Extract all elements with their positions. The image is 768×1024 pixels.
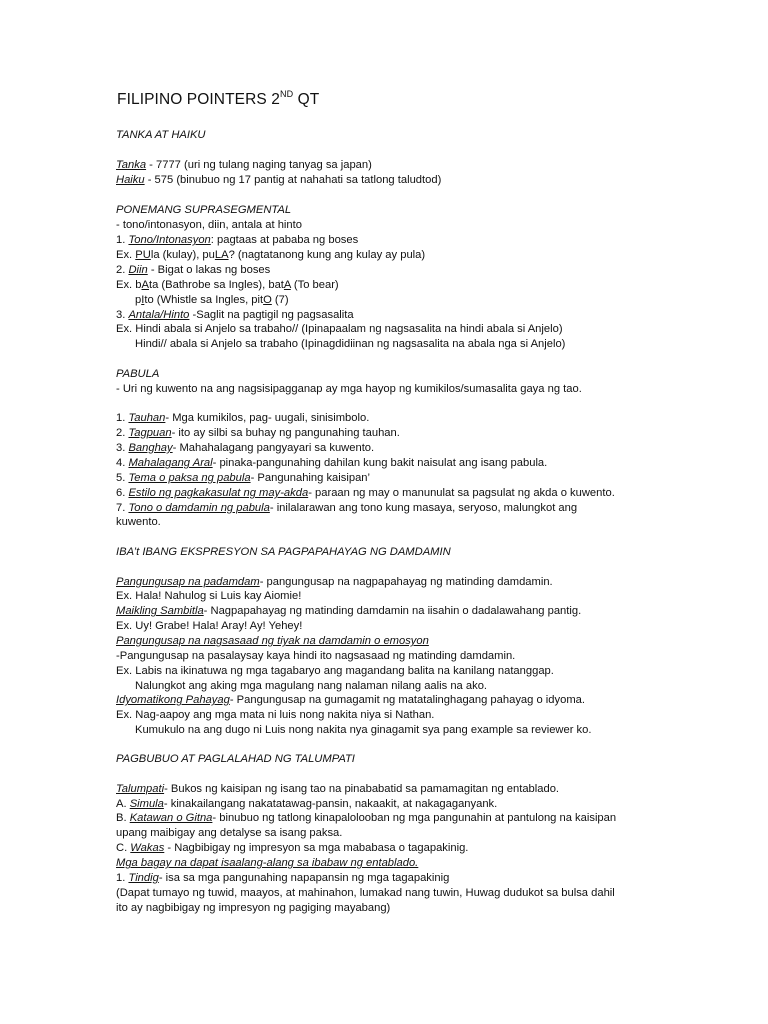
item-number: 5. [116,472,129,484]
ex-text: Ex. [116,249,136,261]
haiku-line [116,173,441,188]
pabula-term: Banghay [128,442,173,454]
haiku-text: - 575 (binubuo ng 17 pantig at nahahati sa tatlong taludtod) [144,174,442,186]
item-number: 6. [116,487,129,499]
stressed-syllable: LA [214,249,229,261]
tanka-line [116,158,372,173]
pabula-term: Estilo ng pagkakasulat ng may-akda [128,487,309,499]
item-number: A. [116,798,130,810]
talumpati-c [116,841,468,856]
section-heading-talumpati: PAGBUBUO AT PAGLALAHAD NG TALUMPATI [116,753,355,765]
item-number: B. [116,812,130,824]
term-diin: Diin [128,264,148,276]
title-text: FILIPINO POINTERS 2 [117,91,280,109]
section-heading-tanka: TANKA AT HAIKU [116,129,206,141]
tiyak-example-1: Ex. Labis na ikinatuwa ng mga tagabaryo ang magandang balita na kanilang natanggap. [116,665,554,677]
item-text: - kinakailangang nakatatawag-pansin, nakaakit, at nakagaganyank. [163,798,498,810]
item-number: 2. [116,264,129,276]
ex-text: to (Whistle sa Ingles, pit [144,294,264,306]
pabula-item [116,471,370,486]
tindig-line [116,871,449,886]
idyoma-example-2: Kumukulo na ang dugo ni Luis nong nakita nya ginagamit sya pang example sa reviewer ko. [135,724,592,736]
pabula-item [116,441,374,456]
item-text: - pangungusap na nagpapahayag ng matinding damdamin. [259,576,553,588]
mga-bagay-heading: Mga bagay na dapat isaalang-alang sa ibabaw ng entablado. [116,857,419,869]
ex-text: la (kulay), pu [150,249,215,261]
stressed-syllable: I [141,294,145,306]
talumpati-b-cont: upang maibigay ang detalyse sa isang paksa. [116,827,343,839]
pabula-item [116,426,400,441]
talumpati-b [116,811,616,826]
tiyak-example-2: Nalungkot ang aking mga magulang nang nalaman nilang aalis na ako. [135,680,488,692]
page-title [117,90,319,109]
item-text: - Pangungusap na gumagamit ng matatalinghagang pahayag o idyoma. [229,694,585,706]
item-number: 3. [116,309,129,321]
item-number: 1. [116,872,129,884]
term-talumpati: Talumpati [116,783,165,795]
tiyak-definition: -Pangungusap na pasalaysay kaya hindi ito nagsasaad ng matinding damdamin. [116,650,516,662]
item-text: - Nagpapahayag ng matinding damdamin na iisahin o dadalawahang pantig. [203,605,582,617]
stressed-syllable: PU [135,249,151,261]
item-text: - Pangunahing kaisipan’ [250,472,370,484]
tindig-paragraph-1: (Dapat tumayo ng tuwid, maayos, at mahinahon, lumakad nang tuwin, Huwag dudukot sa bulsa dahil [116,887,615,899]
ponema-item-1 [116,233,358,248]
item-number: 3. [116,442,129,454]
pabula-definition: - Uri ng kuwento na ang nagsisipagganap ay mga hayop ng kumikilos/sumasalita gaya ng tao. [116,383,582,395]
pabula-term: Tema o paksa ng pabula [128,472,251,484]
item-text: -Saglit na pagtigil ng pagsasalita [189,309,354,321]
idyoma-line [116,693,585,708]
section-heading-ekspresyon: IBA’t IBANG EKSPRESYON SA PAGPAPAHAYAG NG DAMDAMIN [116,546,451,558]
item-text: : pagtaas at pababa ng boses [210,234,359,246]
term-antala: Antala/Hinto [128,309,190,321]
term-katawan: Katawan o Gitna [129,812,213,824]
term-simula: Simula [129,798,164,810]
ex-text: p [135,294,142,306]
tanka-text: - 7777 (uri ng tulang naging tanyag sa japan) [146,159,372,171]
ex-text: ? (nagtatanong kung ang kulay ay pula) [228,249,426,261]
term-tindig: Tindig [128,872,159,884]
talumpati-a [116,797,497,812]
item-number: 1. [116,412,129,424]
pabula-item [116,456,547,471]
term-idyomatikong: Idyomatikong Pahayag [116,694,230,706]
pabula-item [116,411,369,426]
pabula-item [116,486,615,501]
title-tail: QT [293,91,320,109]
item-text: - Nagbibigay ng impresyon sa mga mababasa o tagapakinig. [164,842,469,854]
item-number: 7. [116,502,129,514]
item-number: 4. [116,457,129,469]
item-number: C. [116,842,131,854]
item-text: - ito ay silbi sa buhay ng pangunahing tauhan. [171,427,400,439]
item-text: - Bukos ng kaisipan ng isang tao na pinababatid sa pamamagitan ng entablado. [164,783,560,795]
item-text: - paraan ng may o manunulat sa pagsulat ng akda o kuwento. [308,487,615,499]
stressed-syllable: O [263,294,272,306]
item-text: - Mga kumikilos, pag- uugali, sinisimbolo. [165,412,370,424]
ponema-item-2 [116,263,270,278]
ponema-example-3: Ex. Hindi abala si Anjelo sa trabaho// (Ipinapaalam ng nagsasalita na hindi abala si Anjelo) [116,323,563,335]
ponema-example-2b [135,293,289,308]
section-heading-pabula: PABULA [116,368,160,380]
item-text: - binubuo ng tatlong kinapalolooban ng mga pangunahin at pantulong na kaisipan [212,812,617,824]
padamdam-line [116,575,553,590]
item-text: - Bigat o lakas ng boses [147,264,271,276]
term-haiku: Haiku [116,174,145,186]
item-text: - pinaka-pangunahing dahilan kung bakit naisulat ang isang pabula. [212,457,548,469]
item-text: - isa sa mga pangunahing napapansin ng mga tagapakinig [158,872,450,884]
term-tono: Tono/Intonasyon [128,234,211,246]
ex-text: (7) [271,294,289,306]
item-number: 2. [116,427,129,439]
ex-text: ta (Bathrobe sa Ingles), bat [148,279,284,291]
padamdam-example: Ex. Hala! Nahulog si Luis kay Aiomie! [116,590,302,602]
item-text: - Mahahalagang pangyayari sa kuwento. [172,442,375,454]
section-heading-ponema: PONEMANG SUPRASEGMENTAL [116,204,292,216]
term-tiyak-na-damdamin: Pangungusap na nagsasaad ng tiyak na damdamin o emosyon [116,635,429,647]
tindig-paragraph-2: ito ay nagbibigay ng impresyon ng pagiging mayabang) [116,902,391,914]
sambitla-line [116,604,581,619]
term-sambitla: Maikling Sambitla [116,605,204,617]
pabula-term: Tono o damdamin ng pabula [128,502,270,514]
idyoma-example-1: Ex. Nag-aapoy ang mga mata ni luis nong nakita niya si Nathan. [116,709,435,721]
term-padamdam: Pangungusap na padamdam [116,576,260,588]
pabula-item-7-cont: kuwento. [116,516,161,528]
stressed-syllable: A [141,279,149,291]
ponema-example-3b: Hindi// abala si Anjelo sa trabaho (Ipinagdidiinan ng nagsasalita na abala nga si Anjelo) [135,338,566,350]
pabula-item [116,501,577,516]
term-tanka: Tanka [116,159,147,171]
ponema-intro: - tono/intonasyon, diin, antala at hinto [116,219,302,231]
ex-text: (To bear) [290,279,339,291]
pabula-term: Tauhan [128,412,166,424]
pabula-term: Mahalagang Aral [128,457,213,469]
talumpati-definition [116,782,559,797]
pabula-term: Tagpuan [128,427,172,439]
term-wakas: Wakas [130,842,165,854]
sambitla-example: Ex. Uy! Grabe! Hala! Aray! Ay! Yehey! [116,620,303,632]
ponema-example-1 [116,248,425,263]
ponema-example-2 [116,278,339,293]
ponema-item-3 [116,308,354,323]
item-number: 1. [116,234,129,246]
item-text: - inilalarawan ang tono kung masaya, seryoso, malungkot ang [269,502,578,514]
ex-text: Ex. b [116,279,142,291]
stressed-syllable: A [283,279,291,291]
title-superscript: ND [279,89,294,99]
